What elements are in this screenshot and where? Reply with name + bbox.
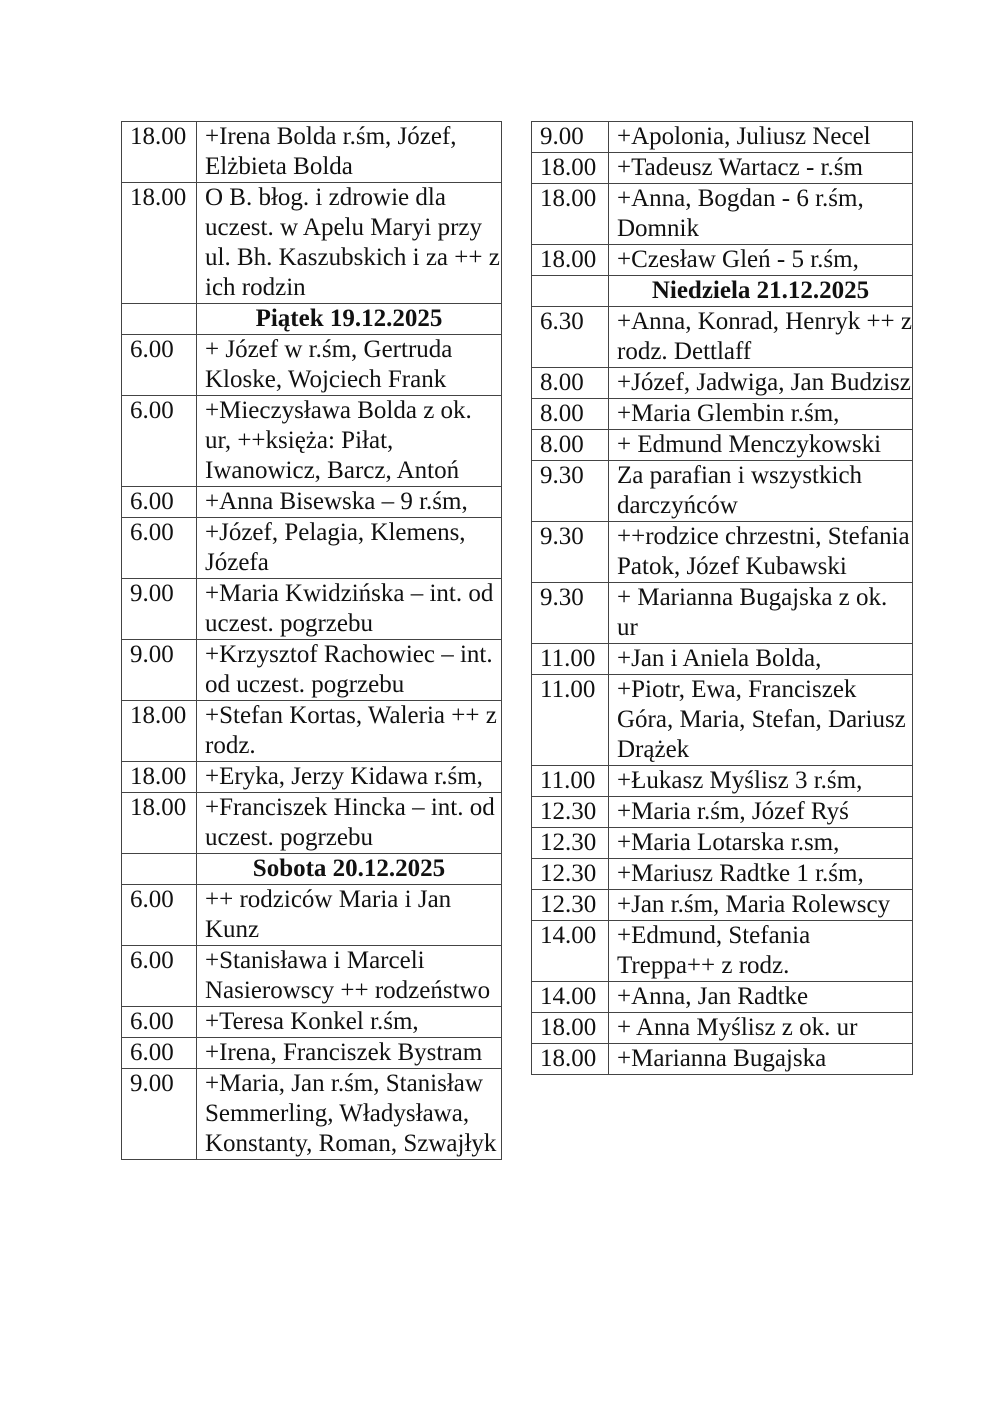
mass-row [532, 859, 913, 890]
mass-time: 9.30 [532, 522, 609, 583]
mass-time: 18.00 [532, 153, 609, 184]
mass-row [532, 368, 913, 399]
mass-intention: +Irena, Franciszek Bystram [197, 1038, 502, 1069]
mass-intention: +Jan i Aniela Bolda, [609, 644, 913, 675]
right-table-body [532, 122, 913, 1075]
mass-time: 18.00 [122, 762, 197, 793]
mass-time: 12.30 [532, 797, 609, 828]
mass-time: 6.00 [122, 487, 197, 518]
mass-intention: +Anna, Konrad, Henryk ++ z rodz. Dettlaff [609, 307, 913, 368]
mass-time: 18.00 [532, 1013, 609, 1044]
mass-intention: +Stanisława i Marceli Nasierowscy ++ rodzeństwo [197, 946, 502, 1007]
day-header-row [122, 854, 502, 885]
mass-row [122, 335, 502, 396]
mass-time: 12.30 [532, 828, 609, 859]
mass-intention: + Marianna Bugajska z ok. ur [609, 583, 913, 644]
mass-schedule-right-table [531, 121, 913, 1075]
mass-row [532, 184, 913, 245]
mass-intention: ++ rodziców Maria i Jan Kunz [197, 885, 502, 946]
mass-time: 6.00 [122, 335, 197, 396]
mass-intention: +Marianna Bugajska [609, 1044, 913, 1075]
mass-intention: +Czesław Gleń - 5 r.śm, [609, 245, 913, 276]
mass-time: 8.00 [532, 368, 609, 399]
mass-time: 14.00 [532, 921, 609, 982]
mass-intention: +Krzysztof Rachowiec – int. od uczest. pogrzebu [197, 640, 502, 701]
mass-row [532, 522, 913, 583]
mass-row [532, 122, 913, 153]
mass-row [532, 921, 913, 982]
mass-intention: +Stefan Kortas, Waleria ++ z rodz. [197, 701, 502, 762]
mass-intention: +Józef, Pelagia, Klemens, Józefa [197, 518, 502, 579]
mass-row [122, 1038, 502, 1069]
mass-row [122, 640, 502, 701]
mass-time: 11.00 [532, 766, 609, 797]
mass-time: 18.00 [122, 701, 197, 762]
mass-row [122, 396, 502, 487]
mass-intention: +Jan r.śm, Maria Rolewscy [609, 890, 913, 921]
mass-time: 18.00 [122, 183, 197, 304]
mass-intention: +Mieczysława Bolda z ok. ur, ++księża: Piłat, Iwanowicz, Barcz, Antoń [197, 396, 502, 487]
mass-row [532, 153, 913, 184]
mass-row [122, 183, 502, 304]
mass-intention: +Maria, Jan r.śm, Stanisław Semmerling, Władysława, Konstanty, Roman, Szwajłyk [197, 1069, 502, 1160]
mass-intention: +Józef, Jadwiga, Jan Budzisz [609, 368, 913, 399]
mass-time: 9.00 [122, 640, 197, 701]
day-header: Sobota 20.12.2025 [197, 854, 502, 885]
mass-intention: +Franciszek Hincka – int. od uczest. pogrzebu [197, 793, 502, 854]
day-header-empty-cell [532, 276, 609, 307]
mass-intention: +Anna, Bogdan - 6 r.śm, Domnik [609, 184, 913, 245]
day-header-empty-cell [122, 304, 197, 335]
mass-intention: +Łukasz Myślisz 3 r.śm, [609, 766, 913, 797]
mass-intention: +Mariusz Radtke 1 r.śm, [609, 859, 913, 890]
mass-time: 18.00 [532, 1044, 609, 1075]
mass-time: 6.30 [532, 307, 609, 368]
mass-time: 9.00 [532, 122, 609, 153]
mass-time: 6.00 [122, 396, 197, 487]
mass-row [532, 430, 913, 461]
mass-intention: +Maria r.śm, Józef Ryś [609, 797, 913, 828]
mass-schedule-left-table [121, 121, 502, 1160]
mass-intention: O B. błog. i zdrowie dla uczest. w Apelu Maryi przy ul. Bh. Kaszubskich i za ++ z ich rodzin [197, 183, 502, 304]
mass-row [122, 793, 502, 854]
mass-intention: +Teresa Konkel r.śm, [197, 1007, 502, 1038]
mass-time: 6.00 [122, 946, 197, 1007]
mass-row [532, 399, 913, 430]
mass-row [532, 890, 913, 921]
mass-time: 9.30 [532, 461, 609, 522]
mass-row [122, 122, 502, 183]
mass-row [532, 245, 913, 276]
mass-row [532, 307, 913, 368]
mass-intention: Za parafian i wszystkich darczyńców [609, 461, 913, 522]
mass-row [122, 1069, 502, 1160]
mass-time: 18.00 [532, 184, 609, 245]
mass-time: 11.00 [532, 644, 609, 675]
mass-row [532, 1044, 913, 1075]
mass-row [532, 675, 913, 766]
mass-row [122, 885, 502, 946]
mass-row [122, 487, 502, 518]
mass-intention: +Maria Kwidzińska – int. od uczest. pogrzebu [197, 579, 502, 640]
day-header-row [122, 304, 502, 335]
mass-intention: +Anna, Jan Radtke [609, 982, 913, 1013]
mass-time: 8.00 [532, 430, 609, 461]
mass-time: 12.30 [532, 859, 609, 890]
day-header: Piątek 19.12.2025 [197, 304, 502, 335]
mass-time: 9.30 [532, 583, 609, 644]
day-header-empty-cell [122, 854, 197, 885]
day-header: Niedziela 21.12.2025 [609, 276, 913, 307]
mass-intention: ++rodzice chrzestni, Stefania Patok, Józef Kubawski [609, 522, 913, 583]
mass-time: 11.00 [532, 675, 609, 766]
mass-intention: +Eryka, Jerzy Kidawa r.śm, [197, 762, 502, 793]
mass-intention: + Anna Myślisz z ok. ur [609, 1013, 913, 1044]
mass-intention: +Irena Bolda r.śm, Józef, Elżbieta Bolda [197, 122, 502, 183]
mass-row [532, 982, 913, 1013]
left-table-body [122, 122, 502, 1160]
mass-row [122, 518, 502, 579]
mass-row [532, 1013, 913, 1044]
mass-row [532, 766, 913, 797]
mass-time: 18.00 [532, 245, 609, 276]
mass-intention: +Apolonia, Juliusz Necel [609, 122, 913, 153]
mass-intention: + Józef w r.śm, Gertruda Kloske, Wojciech Frank [197, 335, 502, 396]
mass-time: 6.00 [122, 1007, 197, 1038]
mass-intention: +Edmund, Stefania Treppa++ z rodz. [609, 921, 913, 982]
mass-time: 12.30 [532, 890, 609, 921]
mass-row [122, 1007, 502, 1038]
mass-time: 8.00 [532, 399, 609, 430]
day-header-row [532, 276, 913, 307]
mass-time: 18.00 [122, 793, 197, 854]
mass-intention: +Piotr, Ewa, Franciszek Góra, Maria, Stefan, Dariusz Drążek [609, 675, 913, 766]
mass-time: 9.00 [122, 1069, 197, 1160]
mass-row [532, 828, 913, 859]
mass-time: 6.00 [122, 885, 197, 946]
mass-intention: +Anna Bisewska – 9 r.śm, [197, 487, 502, 518]
mass-row [532, 797, 913, 828]
mass-time: 14.00 [532, 982, 609, 1013]
mass-intention: +Maria Lotarska r.sm, [609, 828, 913, 859]
mass-intention: +Maria Glembin r.śm, [609, 399, 913, 430]
mass-intention: + Edmund Menczykowski [609, 430, 913, 461]
mass-row [532, 583, 913, 644]
mass-time: 6.00 [122, 1038, 197, 1069]
mass-row [532, 644, 913, 675]
mass-row [122, 701, 502, 762]
mass-row [122, 946, 502, 1007]
mass-time: 18.00 [122, 122, 197, 183]
mass-time: 6.00 [122, 518, 197, 579]
mass-row [122, 762, 502, 793]
mass-intention: +Tadeusz Wartacz - r.śm [609, 153, 913, 184]
mass-row [122, 579, 502, 640]
mass-row [532, 461, 913, 522]
mass-time: 9.00 [122, 579, 197, 640]
